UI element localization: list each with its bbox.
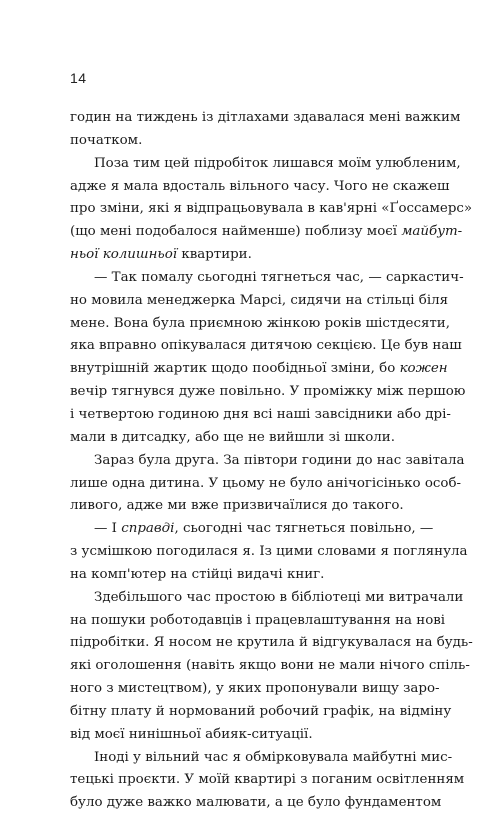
text-line: тецькі проєкти. У моїй квартирі з поганим освітленням <box>70 772 465 788</box>
text-line: Іноді у вільний час я обмірковувала майбутні мис- <box>94 749 453 765</box>
text-segment: , сьогодні час тягнеться повільно, — <box>174 521 434 537</box>
text-line: годин на тиждень із дітлахами здавалася мені важким <box>70 110 461 125</box>
text-line: від моєї нинішньої абияк-ситуації. <box>70 726 313 742</box>
text-line <box>70 358 448 381</box>
text-line: з усмішкою погодилася я. Із цими словами я поглянула <box>70 544 468 560</box>
text-line: початком. <box>70 132 143 148</box>
text-line: Поза тим цей підробіток лишався моїм улюбленим, <box>94 155 461 171</box>
text-line <box>70 221 463 244</box>
text-line: но мовила менеджерка Марсі, сидячи на стільці біля <box>70 292 449 308</box>
text-segment: квартири. <box>177 247 252 263</box>
text-segment: (що мені подобалося найменше) поблизу моєї <box>70 224 398 240</box>
italic-segment: ньої колишньої <box>70 247 178 263</box>
text-line: підробітки. Я носом не крутила й відгукувалася на будь- <box>70 635 473 651</box>
text-line <box>70 244 430 267</box>
italic-segment: кожен <box>399 361 448 377</box>
page-number: 14 <box>70 70 87 86</box>
text-line: яка вправно опікувалася дитячою секцією. Це був наш <box>70 338 462 354</box>
text-line: мали в дитсадку, або ще не вийшли зі школи. <box>70 429 395 445</box>
text-line: і четвертою годиною дня всі наші завсідники або дрі- <box>70 406 451 422</box>
text-line: ного з мистецтвом), у яких пропонували вищу заро- <box>70 681 440 697</box>
text-line: вечір тягнувся дуже повільно. У проміжку між першою <box>70 384 466 400</box>
italic-segment: справді <box>121 521 175 537</box>
text-segment: — І <box>94 521 117 537</box>
text-line: — Так помалу сьогодні тягнеться час, — саркастич- <box>94 269 464 285</box>
text-line: на комп'ютер на стійці видачі книг. <box>70 566 325 582</box>
text-line: Здебільшого час простою в бібліотеці ми витрачали <box>94 589 464 605</box>
text-line: бітну плату й нормований робочий графік, на відміну <box>70 703 452 719</box>
text-line: які оголошення (навіть якщо вони не мали нічого спіль- <box>70 658 470 674</box>
text-line <box>70 518 434 541</box>
text-line: Зараз була друга. За півтори години до нас завітала <box>94 452 465 468</box>
text-line: лише одна дитина. У цьому не було анічогісінько особ- <box>70 475 462 491</box>
text-segment: внутрішній жартик щодо пообідньої зміни, бо <box>70 361 396 377</box>
text-line: ливого, адже ми вже призвичаїлися до такого. <box>70 498 404 514</box>
text-line: адже я мала вдосталь вільного часу. Чого не скажеш <box>70 178 450 194</box>
body-text <box>70 107 473 815</box>
text-line: мене. Вона була приємною жінкою років шістдесяти, <box>70 315 450 331</box>
text-line: було дуже важко малювати, а це було фундаментом <box>70 795 442 811</box>
text-line: на пошуки роботодавців і працевлаштування на нові <box>70 612 446 628</box>
italic-segment: майбут- <box>401 224 463 240</box>
text-line: про зміни, які я відпрацьовувала в кав'ярні «Ґоссамерс» <box>70 201 473 217</box>
